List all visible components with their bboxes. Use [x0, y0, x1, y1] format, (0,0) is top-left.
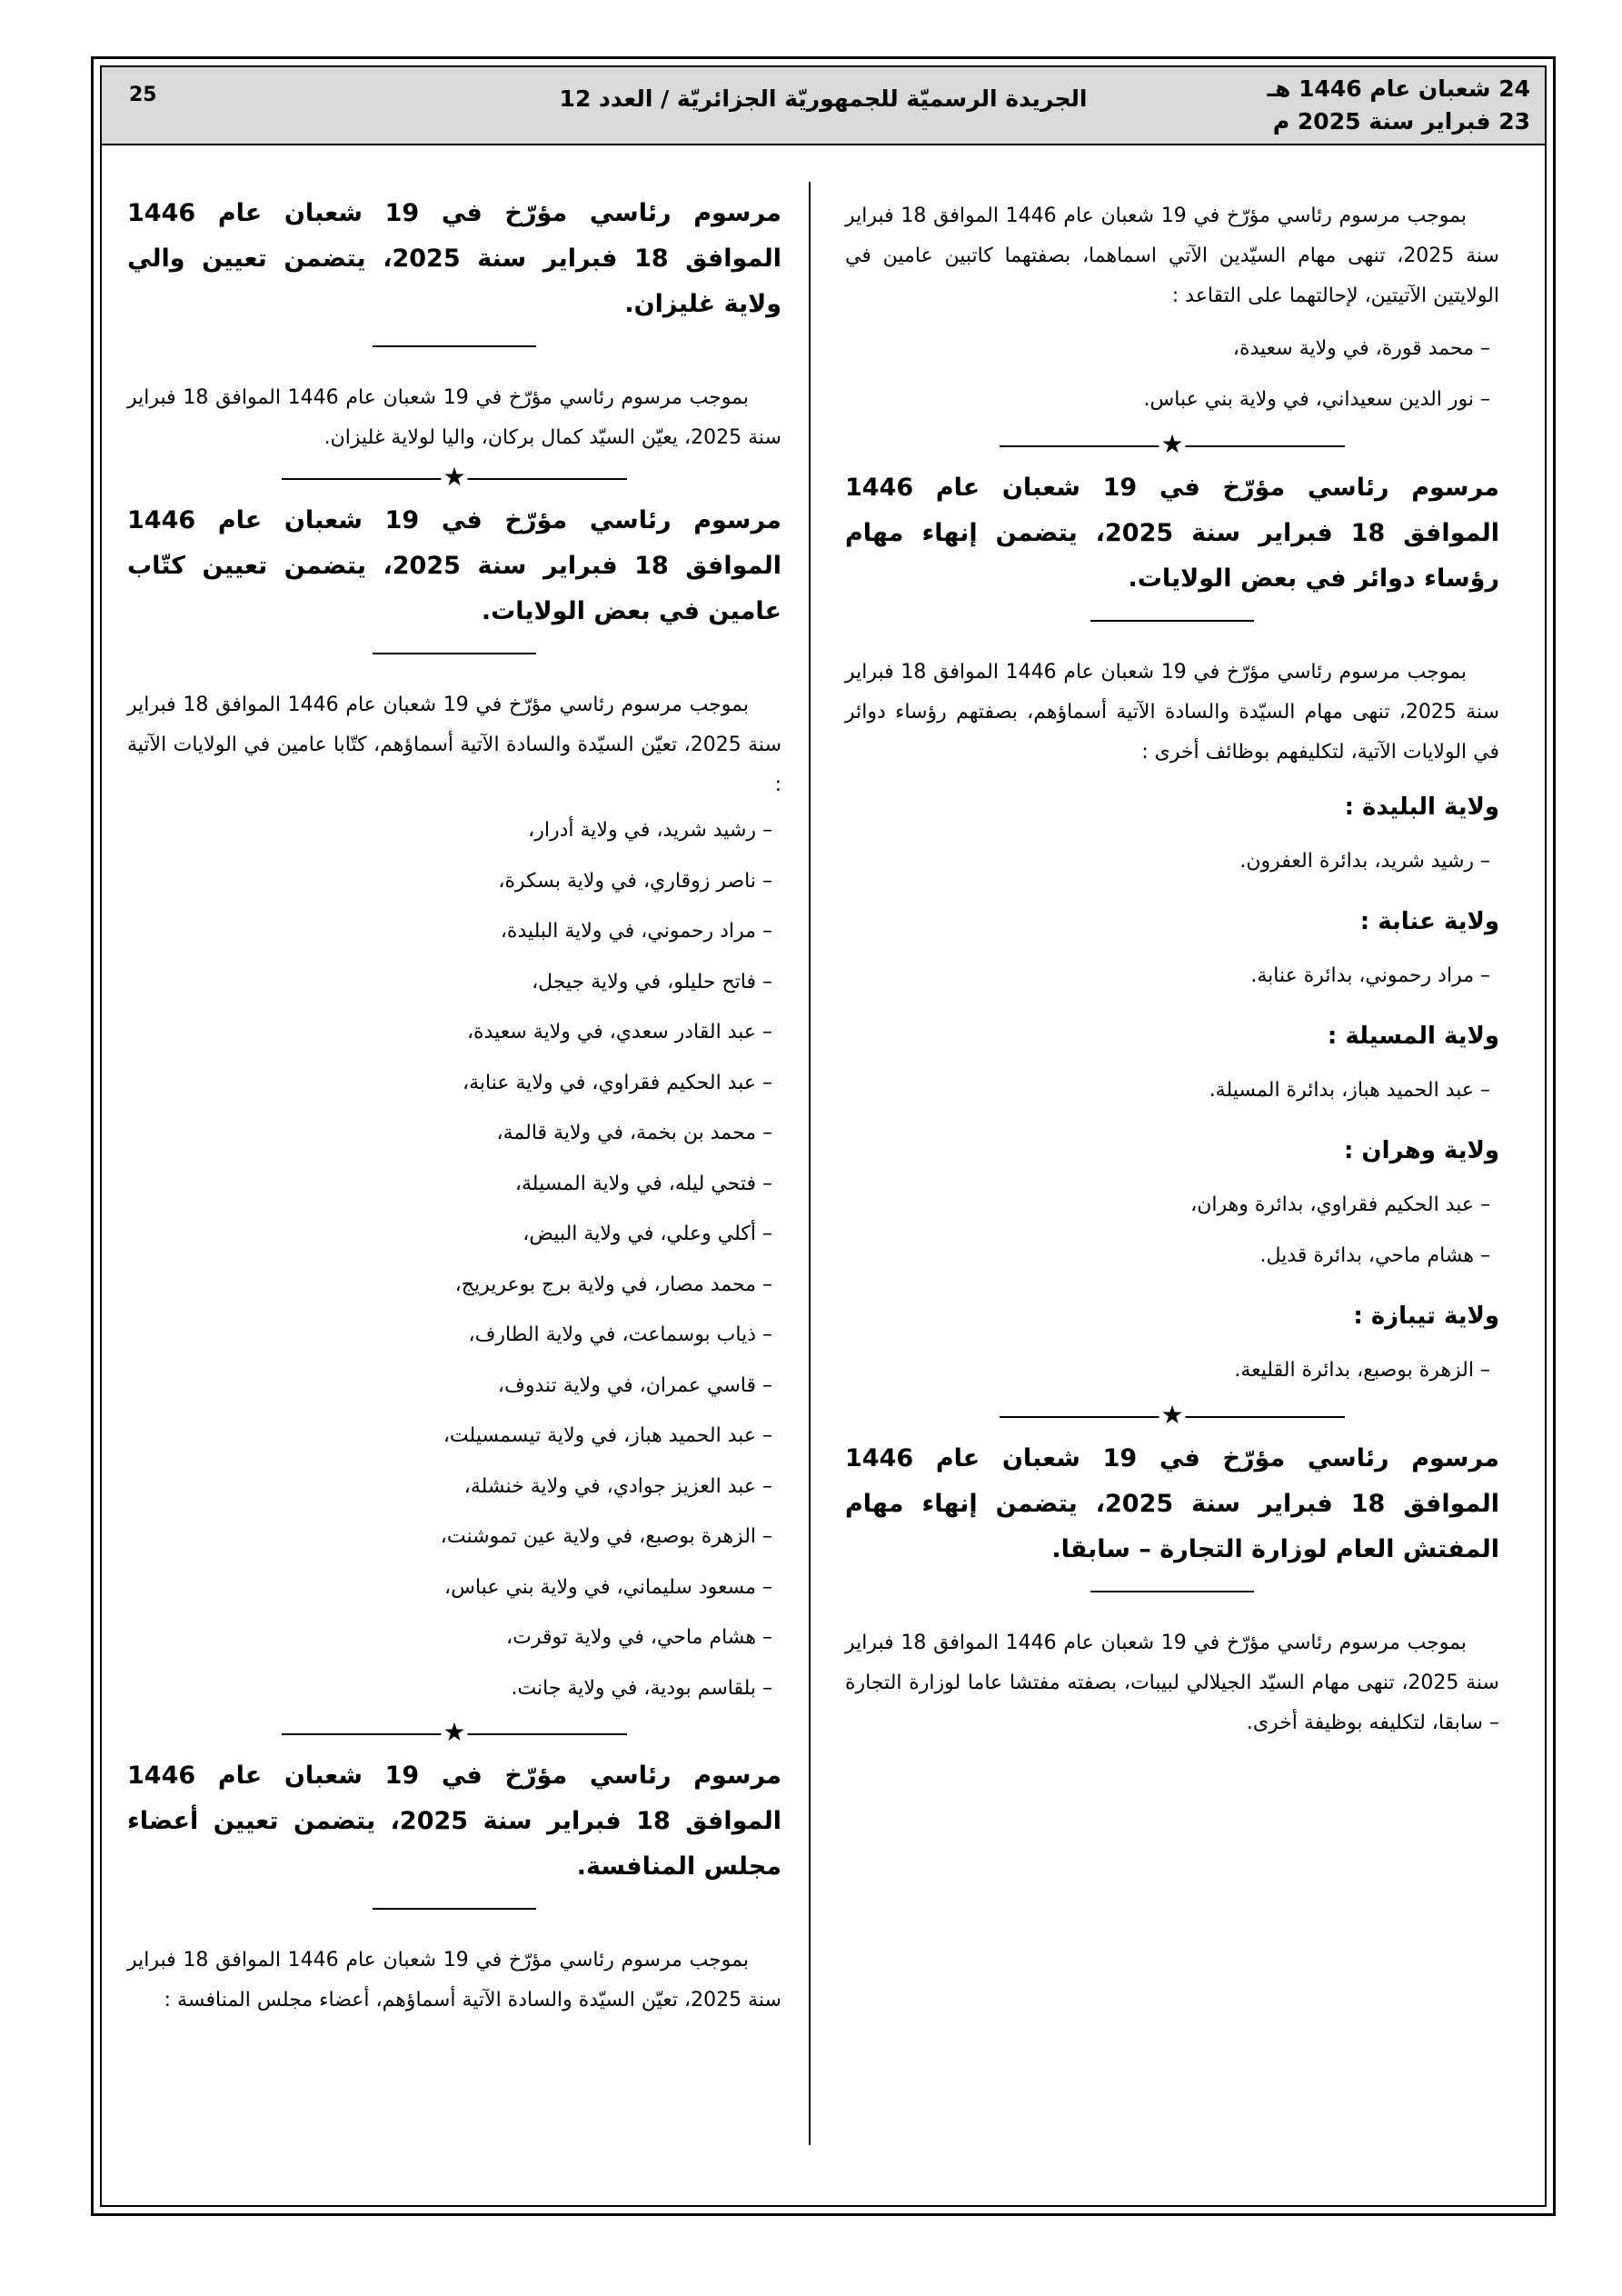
star-icon: ★ [443, 1717, 466, 1747]
star-separator [282, 1717, 627, 1748]
list-item: – قاسي عمران، في ولاية تندوف، [497, 1373, 772, 1397]
region-heading: ولاية المسيلة : [1327, 1023, 1499, 1050]
page-number: 25 [129, 84, 157, 106]
gazette-title: الجريدة الرسميّة للجمهوريّة الجزائريّة / العدد 12 [559, 85, 1088, 112]
right-column [845, 173, 1499, 1743]
list-item: – هشام ماحي، بدائرة قديل. [1259, 1244, 1490, 1267]
left-column [127, 173, 781, 2021]
list-item: – هشام ماحي، في ولاية توقرت، [506, 1626, 772, 1649]
list-item: – فتحي ليله، في ولاية المسيلة، [514, 1172, 772, 1195]
list-item: – عبد العزيز جوادي، في ولاية خنشلة، [463, 1474, 772, 1498]
list-item: – الزهرة بوصبع، بدائرة القليعة. [1234, 1359, 1490, 1382]
star-icon: ★ [443, 462, 466, 492]
decree-title: مرسوم رئاسي مؤرّخ في 19 شعبان عام 1446 الموافق 18 فبراير سنة 2025، يتضمن تعيين والي ولاية غليزان. [127, 199, 781, 318]
decree-paragraph: بموجب مرسوم رئاسي مؤرّخ في 19 شعبان عام 1446 الموافق 18 فبراير سنة 2025، تنهى مهام السيّد الجيلالي لبيبات، بصفته مفتشا عاما لوزارة التجارة – سابقا، لتكليفه بوظيفة أخرى. [845, 1632, 1499, 1734]
list-item: – عبد القادر سعدي، في ولاية سعيدة، [466, 1021, 772, 1043]
column-divider [809, 182, 811, 2145]
decree-title: مرسوم رئاسي مؤرّخ في 19 شعبان عام 1446 الموافق 18 فبراير سنة 2025، يتضمن تعيين أعضاء مجلس المنافسة. [127, 1762, 781, 1881]
decree-paragraph: بموجب مرسوم رئاسي مؤرّخ في 19 شعبان عام 1446 الموافق 18 فبراير سنة 2025، تعيّن السيّدة والسادة الآتية أسماؤهم، كتّابا عامين في الولايات الآتية : [127, 694, 781, 796]
list-item: – رشيد شريد، بدائرة العفرون. [1239, 850, 1490, 873]
date-hijri: 24 شعبان عام 1446 هـ [1267, 75, 1530, 102]
short-rule [373, 345, 536, 347]
short-rule [373, 653, 536, 654]
list-item: – محمد مصار، في ولاية برج بوعريريج، [454, 1273, 772, 1296]
region-heading: ولاية البليدة : [1344, 794, 1499, 821]
decree-title: مرسوم رئاسي مؤرّخ في 19 شعبان عام 1446 الموافق 18 فبراير سنة 2025، يتضمن إنهاء مهام رؤساء دوائر في بعض الولايات. [845, 474, 1500, 593]
list-item: – ناصر زوقاري، في ولاية بسكرة، [498, 869, 772, 893]
decree-paragraph: بموجب مرسوم رئاسي مؤرّخ في 19 شعبان عام 1446 الموافق 18 فبراير سنة 2025، يعيّن السيّد كمال بركان، واليا لولاية غليزان. [127, 386, 781, 449]
issue-dates [1267, 73, 1530, 138]
intro-paragraph: بموجب مرسوم رئاسي مؤرّخ في 19 شعبان عام 1446 الموافق 18 فبراير سنة 2025، تنهى مهام السيّدين الآتي اسماهما، بصفتهما كاتبين عامين في الولايتين الآتيتين، لإحالتهما على التقاعد : [845, 205, 1499, 307]
page-header [102, 67, 1545, 145]
appointee-list [127, 805, 781, 1713]
list-item: – بلقاسم بودية، في ولاية جانت. [511, 1676, 772, 1700]
list-item: – مراد رحموني، في ولاية البليدة، [500, 920, 772, 943]
star-separator [1000, 429, 1345, 460]
list-item: – ذياب بوسماعت، في ولاية الطارف، [468, 1323, 772, 1346]
region-heading: ولاية عنابة : [1359, 908, 1499, 935]
region-heading: ولاية تيبازة : [1353, 1303, 1499, 1330]
list-item: – رشيد شريد، في ولاية أدرار، [528, 819, 772, 842]
list-item: – مراد رحموني، بدائرة عنابة. [1250, 964, 1490, 987]
list-item: – عبد الحكيم فقراوي، في ولاية عنابة، [463, 1071, 772, 1094]
short-rule [1090, 620, 1254, 622]
list-item: – محمد بن بخمة، في ولاية قالمة، [496, 1122, 772, 1144]
star-icon: ★ [1160, 429, 1184, 459]
date-gregorian: 23 فبراير سنة 2025 م [1272, 108, 1530, 135]
list-item: – محمد قورة، في ولاية سعيدة، [1232, 337, 1490, 360]
star-separator [1000, 1400, 1345, 1431]
list-item: – عبد الحميد هباز، بدائرة المسيلة. [1209, 1079, 1490, 1102]
list-item: – عبد الحكيم فقراوي، بدائرة وهران، [1190, 1193, 1490, 1216]
list-item: – عبد الحميد هباز، في ولاية تيسمسيلت، [443, 1424, 772, 1447]
star-separator [282, 462, 627, 493]
short-rule [1090, 1591, 1254, 1592]
star-icon: ★ [1160, 1400, 1184, 1430]
list-item: – نور الدين سعيداني، في ولاية بني عباس. [1143, 388, 1490, 411]
short-rule [373, 1908, 536, 1910]
decree-paragraph: بموجب مرسوم رئاسي مؤرّخ في 19 شعبان عام 1446 الموافق 18 فبراير سنة 2025، تنهى مهام السيّدة والسادة الآتية أسماؤهم، بصفتهم رؤساء دوائر في الولايات الآتية، لتكليفهم بوظائف أخرى : [845, 661, 1499, 764]
list-item: – أكلي وعلي، في ولاية البيض، [522, 1223, 772, 1245]
decree-paragraph: بموجب مرسوم رئاسي مؤرّخ في 19 شعبان عام 1446 الموافق 18 فبراير سنة 2025، تعيّن السيّدة والسادة الآتية أسماؤهم، أعضاء مجلس المنافسة : [127, 1949, 781, 2011]
region-heading: ولاية وهران : [1343, 1137, 1499, 1164]
decree-title: مرسوم رئاسي مؤرّخ في 19 شعبان عام 1446 الموافق 18 فبراير سنة 2025، يتضمن إنهاء مهام المفتش العام لوزارة التجارة – سابقا. [845, 1444, 1500, 1563]
decree-title: مرسوم رئاسي مؤرّخ في 19 شعبان عام 1446 الموافق 18 فبراير سنة 2025، يتضمن تعيين كتّاب عامين في بعض الولايات. [127, 506, 781, 625]
list-item: – الزهرة بوصبع، في ولاية عين تموشنت، [440, 1525, 772, 1548]
list-item: – مسعود سليماني، في ولاية بني عباس، [444, 1575, 772, 1599]
list-item: – فاتح حليلو، في ولاية جيجل، [532, 970, 772, 993]
